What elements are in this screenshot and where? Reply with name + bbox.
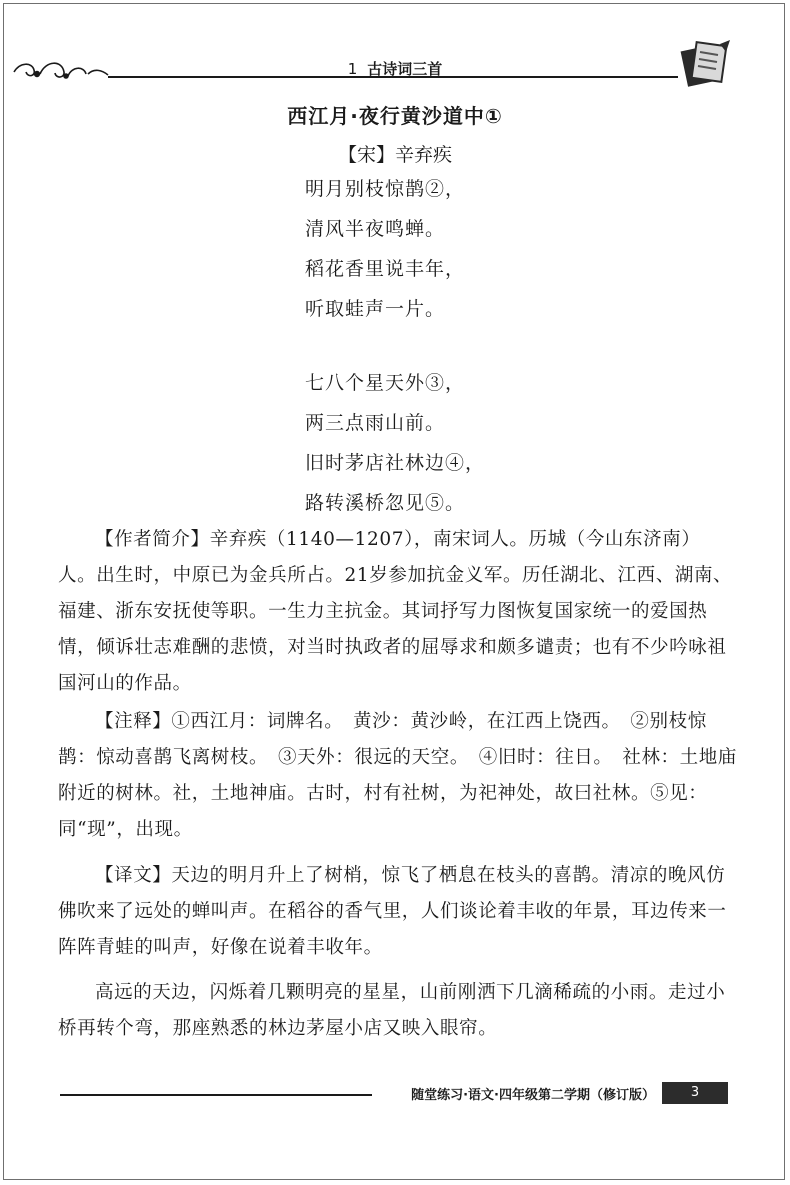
poem-line: 两三点雨山前。 [305, 412, 446, 434]
author-intro-label: 【作者简介】 [95, 529, 210, 550]
book-scroll-icon [680, 38, 736, 88]
poem-line: 路转溪桥忽见⑤。 [305, 492, 466, 514]
translation-label: 【译文】 [95, 865, 172, 886]
chapter-heading [0, 58, 790, 79]
poem-line: 清风半夜鸣蝉。 [305, 218, 446, 240]
footer-rule [60, 1094, 372, 1096]
poem-line: 七八个星天外③， [305, 372, 466, 394]
footer-book-title: 随堂练习·语文·四年级第二学期（修订版） [411, 1088, 655, 1103]
author-intro-paragraph [58, 522, 738, 702]
translation-paragraph [58, 858, 738, 966]
poem-title: 西江月·夜行黄沙道中① [287, 104, 503, 128]
chapter-title: 古诗词三首 [367, 60, 443, 78]
poem-author: 【宋】辛弃疾 [337, 144, 452, 166]
chapter-number: 1 [347, 60, 358, 78]
poem-line: 旧时茅店社林边④， [305, 452, 486, 474]
notes-paragraph [58, 704, 738, 848]
poem-line: 明月别枝惊鹊②， [305, 178, 466, 200]
poem-body [305, 174, 485, 528]
page-number-badge: 3 [662, 1082, 728, 1104]
translation-paragraph-2: 高远的天边，闪烁着几颗明亮的星星，山前刚洒下几滴稀疏的小雨。走过小桥再转个弯，那座熟悉的林边茅屋小店又映入眼帘。 [58, 982, 726, 1039]
poem-line: 稻花香里说丰年， [305, 258, 466, 280]
translation-text: 天边的明月升上了树梢，惊飞了栖息在枝头的喜鹊。清凉的晚风仿佛吹来了远处的蝉叫声。在稻谷的香气里，人们谈论着丰收的年景，耳边传来一阵阵青蛙的叫声，好像在说着丰收年。 [58, 865, 727, 958]
notes-label: 【注释】 [95, 711, 172, 732]
poem-line: 听取蛙声一片。 [305, 298, 446, 320]
notes-text: ①西江月：词牌名。 黄沙：黄沙岭，在江西上饶西。 ②别枝惊鹊：惊动喜鹊飞离树枝。 ③天外：很远的天空。 ④旧时：往日。 社林：土地庙附近的树林。社，土地神庙。古时，村有社树，为祀神处，故曰社林。⑤见：同“现”，出现。 [58, 711, 737, 840]
author-intro-text: 辛弃疾（1140—1207），南宋词人。历城（今山东济南）人。出生时，中原已为金兵所占。21岁参加抗金义军。历任湖北、江西、湖南、福建、浙东安抚使等职。一生力主抗金。其词抒写力图恢复国家统一的爱国热情，倾诉壮志难酬的悲愤，对当时执政者的屈辱求和颇多谴责；也有不少吟咏祖国河山的作品。 [58, 529, 733, 694]
